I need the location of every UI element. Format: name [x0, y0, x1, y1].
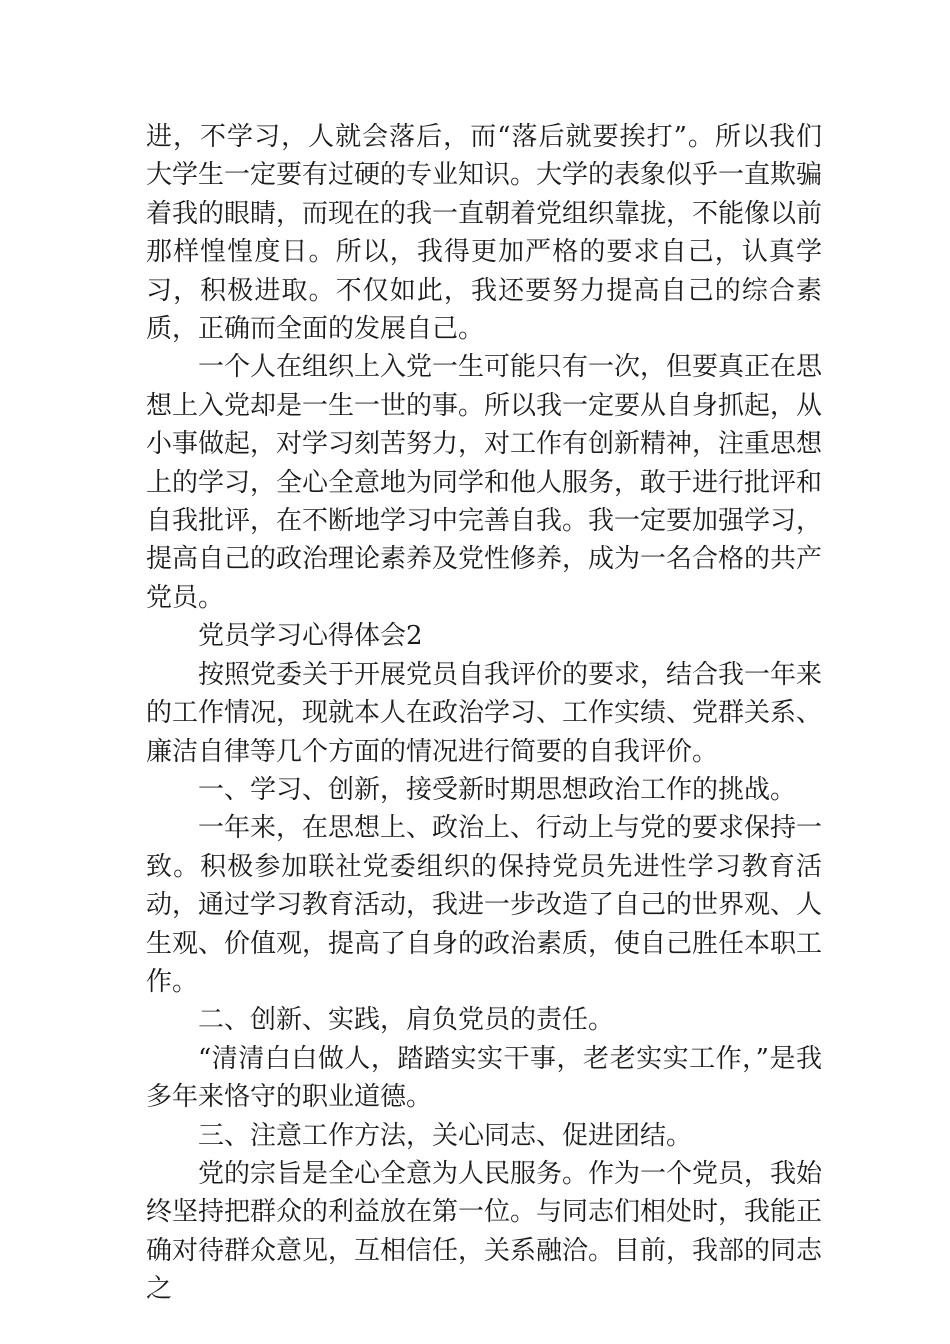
paragraph: “清清白白做人，踏踏实实干事，老老实实工作，”是我多年来恪守的职业道德。 — [146, 1043, 822, 1113]
paragraph: 党的宗旨是全心全意为人民服务。作为一个党员，我始终坚持把群众的利益放在第一位。与同志们相处时，我能正确对待群众意见，互相信任，关系融洽。目前，我部的同志之 — [146, 1158, 823, 1305]
paragraph: 按照党委关于开展党员自我评价的要求，结合我一年来的工作情况，现就本人在政治学习、工作实绩、党群关系、廉洁自律等几个方面的情况进行简要的自我评价。 — [146, 659, 823, 767]
section-heading: 一、学习、创新，接受新时期思想政治工作的挑战。 — [198, 774, 797, 805]
section-title: 党员学习心得体会2 — [198, 621, 423, 652]
paragraph: 一个人在组织上入党一生可能只有一次，但要真正在思想上入党却是一生一世的事。所以我一定要从自身抓起，从小事做起，对学习刻苦努力，对工作有创新精神，注重思想上的学习，全心全意地为同学和他人服务，敢于进行批评和自我批评，在不断地学习中完善自我。我一定要加强学习，提高自己的政治理论素养及党性修养，成为一名合格的共产党员。 — [146, 352, 823, 613]
section-heading: 三、注意工作方法，关心同志、促进团结。 — [198, 1120, 693, 1151]
paragraph-continuation: 进，不学习，人就会落后，而“落后就要挨打”。所以我们大学生一定要有过硬的专业知识。大学的表象似乎一直欺骗着我的眼睛，而现在的我一直朝着党组织靠拢，不能像以前那样惶惶度日。所以，我得更加严格的要求自己，认真学习，积极进取。不仅如此，我还要努力提高自己的综合素质，正确而全面的发展自己。 — [146, 122, 823, 345]
paragraph: 一年来，在思想上、政治上、行动上与党的要求保持一致。积极参加联社党委组织的保持党员先进性学习教育活动，通过学习教育活动，我进一步改造了自己的世界观、人生观、价值观，提高了自身的政治素质，使自己胜任本职工作。 — [146, 813, 823, 997]
document-body — [146, 118, 822, 1309]
section-heading: 二、创新、实践，肩负党员的责任。 — [198, 1005, 615, 1036]
